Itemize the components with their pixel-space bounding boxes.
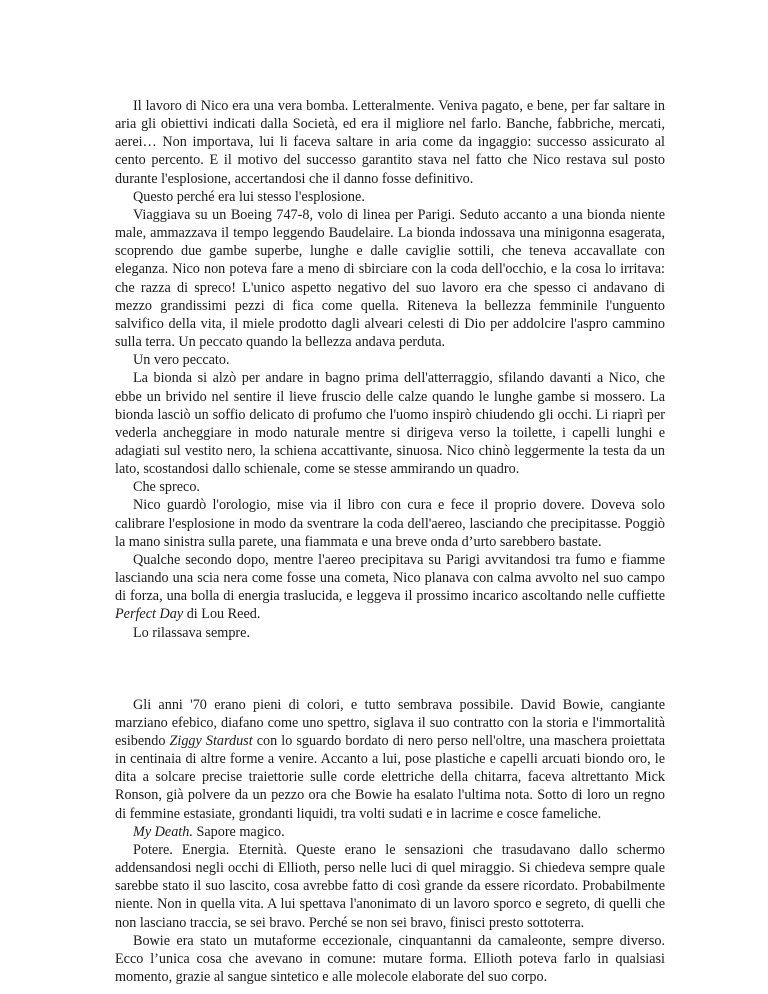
section-break: [115, 642, 665, 696]
paragraph-text: Gli anni '70 erano pieni di colori, e tutto sembrava possibile. David Bowie, cangiante marziano efebico, diafano come uno spettro, siglava il suo contratto con la storia e l'immortalità esibendo: [115, 696, 665, 749]
paragraph-text: La bionda si alzò per andare in bagno prima dell'atterraggio, sfilando davanti a Nico, che ebbe un brivido nel sentire il lieve fruscio delle calze quando le lunghe gambe si mossero. La bionda lasciò un soffio delicato di profumo che l'uomo inspirò chiudendo gli occhi. Li riaprì per vederla ancheggiare in modo naturale mentre si dirigeva verso la toilette, i capelli lunghi e adagiati sul vestito nero, la schiena accattivante, sinuosa. Nico chinò leggermente la testa da un lato, scostandosi dallo schienale, come se stesse ammirando un quadro.: [115, 370, 665, 478]
paragraph-text: Un vero peccato.: [133, 352, 230, 369]
section-nico: [115, 97, 665, 642]
paragraph: [115, 696, 665, 823]
paragraph: [115, 351, 665, 369]
paragraph: [115, 823, 665, 841]
paragraph-text: Il lavoro di Nico era una vera bomba. Letteralmente. Veniva pagato, e bene, per far saltare in aria gli obiettivi indicati dalla Società, ed era il migliore nel farlo. Banche, fabbriche, mercati, aerei… Non importava, lui li faceva saltare in aria come da ingaggio: successo assicurato al cento percento. E il motivo del successo garantito stava nel fatto che Nico restava sul posto durante l'esplosione, accertandosi che il danno fosse definitivo.: [115, 98, 665, 187]
paragraph: [115, 496, 665, 550]
paragraph-text: Che spreco.: [133, 479, 200, 496]
paragraph-text: Questo perché era lui stesso l'esplosione.: [133, 188, 365, 205]
paragraph: [115, 97, 665, 188]
paragraph: [115, 478, 665, 496]
paragraph-text: Bowie era stato un mutaforme eccezionale, cinquantanni da camaleonte, sempre diverso. Ecco l’unica cosa che avevano in comune: mutare forma. Ellioth poteva farlo in qualsiasi momento, grazie al sangue sintetico e alle molecole elaborate del suo corpo.: [115, 932, 665, 986]
paragraph: [115, 841, 665, 932]
paragraph-text: Lo rilassava sempre.: [133, 624, 251, 641]
album-title: Ziggy Stardust: [169, 733, 253, 749]
song-title: My Death.: [133, 823, 193, 840]
paragraph: [115, 624, 665, 642]
song-title: Perfect Day: [115, 606, 184, 623]
paragraph-text: Sapore magico.: [192, 823, 285, 840]
paragraph-text: Viaggiava su un Boeing 747-8, volo di linea per Parigi. Seduto accanto a una bionda niente male, ammazzava il tempo leggendo Baudelaire. La bionda indossava una minigonna esagerata, scoprendo due gambe superbe, lunghe e dalle caviglie sottili, che teneva accavallate con eleganza. Nico non poteva fare a meno di sbirciare con la coda dell'occhio, e la cosa lo irritava: che razza di spreco! L'unico aspetto negativo del suo lavoro era che spesso ci andavano di mezzo grandissimi pezzi di fica come quella. Riteneva la bellezza femminile l'unguento salvifico della vita, il miele prodotto dagli alveari celesti di Dio per addolcire l'aspro cammino sulla terra. Un peccato quando la bellezza andava perduta.: [115, 206, 665, 351]
paragraph-text: Potere. Energia. Eternità. Queste erano le sensazioni che trasudavano dallo schermo addensandosi negli occhi di Ellioth, perso nelle luci di quel miraggio. Si chiedeva sempre quale sarebbe stato il suo lascito, cosa avrebbe fatto di così grande da essere ricordato. Probabilmente niente. Non in quella vita. A lui spettava l'anonimato di un lavoro sporco e segreto, di quelli che non lasciano traccia, se sei bravo. Perché se non sei bravo, finisci presto sottoterra.: [115, 841, 665, 931]
paragraph-text: Nico guardò l'orologio, mise via il libro con cura e fece il proprio dovere. Doveva solo calibrare l'esplosione in modo da sventrare la coda dell'aereo, lasciando che precipitasse. Poggiò la mano sinistra sulla parete, una fiammata e una breve onda d’urto sarebbero bastate.: [115, 497, 665, 550]
paragraph: [115, 206, 665, 351]
paragraph: [115, 932, 665, 986]
paragraph-text: di Lou Reed.: [183, 606, 261, 623]
paragraph: [115, 188, 665, 206]
paragraph-text: con lo sguardo bordato di nero perso nell'oltre, una maschera proiettata in centinaia di altre forme a venire. Accanto a lui, pose plastiche e capelli arcuati biondo oro, le dita a solcare precise traiettorie sulle corde elettriche della chitarra, faceva altrettanto Mick Ronson, già polvere da un pezzo ora che Bowie ha esalato l'ultima nota. Sotto di loro un regno di femmine estasiate, grondanti liquidi, tra volti sudati e in lacrime e cosce fameliche.: [115, 733, 666, 822]
section-ellioth: [115, 696, 665, 987]
paragraph: [115, 551, 665, 624]
paragraph-text: Qualche secondo dopo, mentre l'aereo precipitava su Parigi avvitandosi tra fumo e fiamme lasciando una scia nera come fosse una cometa, Nico planava con calma avvolto nel suo campo di forza, una bolla di energia traslucida, e leggeva il prossimo incarico ascoltando nelle cuffiette: [115, 551, 665, 605]
paragraph: [115, 369, 665, 478]
